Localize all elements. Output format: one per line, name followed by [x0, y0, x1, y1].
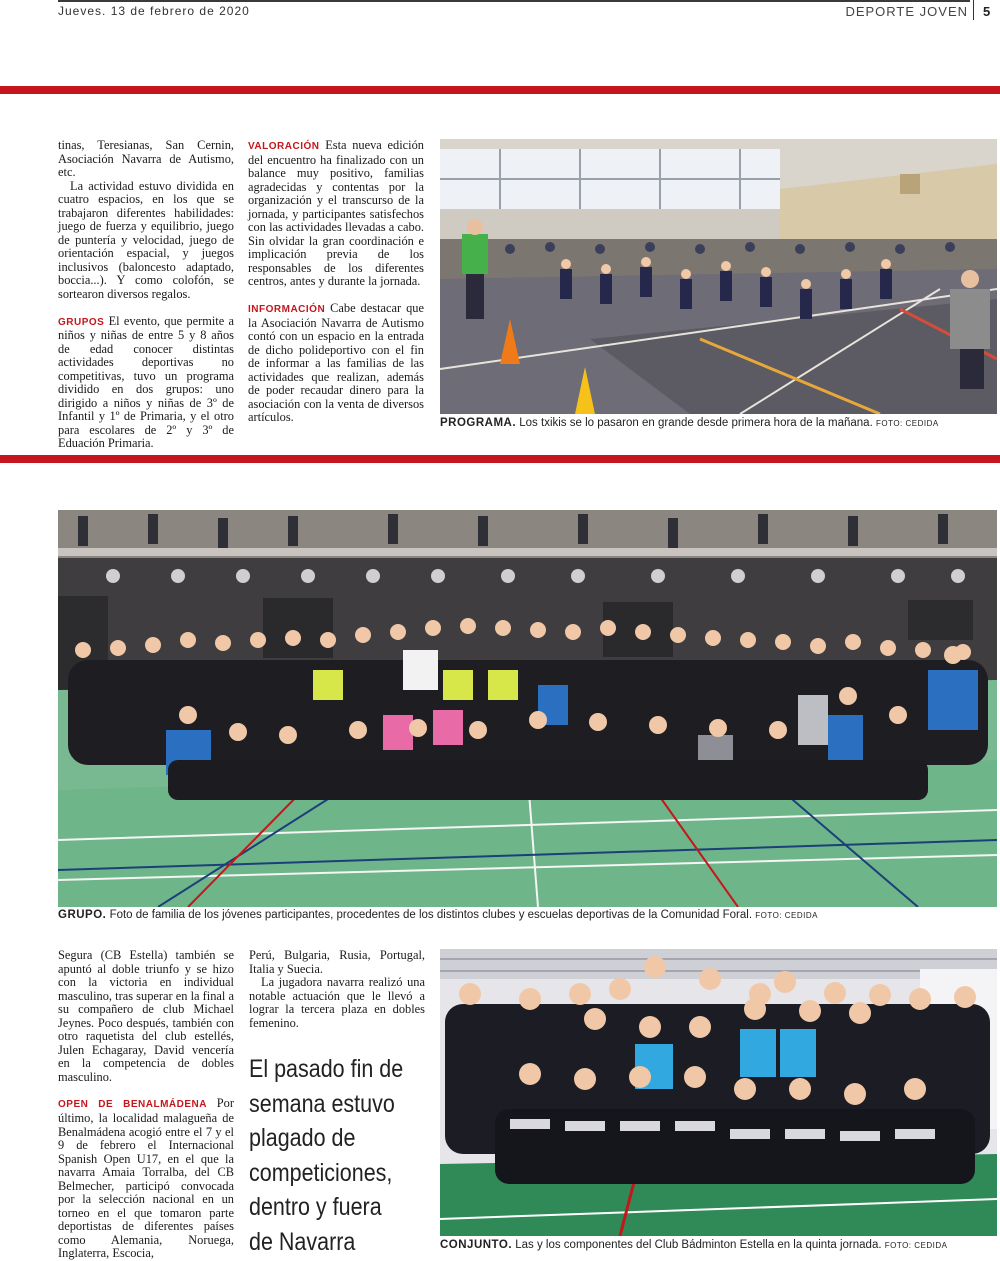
header-date: Jueves. 13 de febrero de 2020	[58, 4, 250, 18]
caption-conjunto	[440, 1239, 947, 1251]
caption-title: GRUPO.	[58, 909, 107, 921]
photo-credit: FOTO: CEDIDA	[755, 911, 818, 920]
header-section: DEPORTE JOVEN	[845, 4, 968, 19]
article-column-1	[58, 139, 234, 451]
caption-programa	[440, 417, 939, 429]
article-column-2	[248, 139, 424, 425]
paragraph-text: El evento, que permite a niños y niñas de entre 5 y 8 años de edad conocer distintas actividades deportivas no competitivas, tuvo un programa dividido en dos grupos: uno dirigido a niños y niñas de 3º de Infantil y 1º de Primaria, y el otro para escolares de 2º y 3º de Eduación Primaria.	[58, 313, 234, 451]
photo-conjunto	[440, 949, 997, 1236]
paragraph-text: Esta nueva edición del encuentro ha finalizado con un balance muy positivo, familias agradecidas y contentas por la organización y el transcurso de la jornada, y participantes satisfechos con las actividades llevadas a cabo. Sin olvidar la gran coordinación e implicación previa de los responsables de los diferentes centros, antes y durante la jornada.	[248, 138, 424, 289]
paragraph-keyword: OPEN DE BENALMÁDENA	[58, 1099, 207, 1111]
caption-title: CONJUNTO.	[440, 1239, 513, 1251]
paragraph: Segura (CB Estella) también se apuntó al doble triunfo y se hizo con la victoria en individual masculino, tras superar en la final a su compañero de club Michael Jeynes. Poco después, también con otro raquetista del club estellés, Julen Echagaray, David vencería en la competencia de dobles masculino.	[58, 948, 234, 1084]
paragraph-keyword: VALORACIÓN	[248, 141, 320, 152]
paragraph-text: Por último, la localidad malagueña de Benalmádena acogió entre el 7 y el 9 de febrero el Internacional Spanish Open U17, en el que la navarra Amaia Torralba, del CB Belmecher, participó convocada por la selección nacional en un torneo en el que tomaron parte deportistas de diferentes países como Alemania, Noruega, Inglaterra, Escocia,	[58, 1096, 234, 1261]
paragraph	[248, 139, 424, 289]
paragraph-text: Cabe destacar que la Asociación Navarra de Autismo contó con un espacio en la entrada de dicho polideportivo con el fin de informar a las familias de las actividades que realizan, además de poder recaudar dinero para la asociación con la venta de diversos artículos.	[248, 301, 424, 425]
article-column-4	[249, 949, 425, 1030]
photo-credit: FOTO: CEDIDA	[884, 1241, 948, 1250]
header-separator	[973, 0, 974, 20]
paragraph: tinas, Teresianas, San Cernin, Asociación Navarra de Autismo, etc.	[58, 138, 234, 180]
caption-text: Las y los componentes del Club Bádminton Estella en la quinta jornada.	[512, 1239, 885, 1251]
paragraph-keyword: INFORMACIÓN	[248, 304, 326, 316]
photo-credit: FOTO: CEDIDA	[875, 419, 939, 428]
paragraph	[58, 1097, 234, 1261]
paragraph: La jugadora navarra realizó una notable actuación que le llevó a lograr la tercera plaza en dobles femenino.	[249, 975, 425, 1030]
paragraph: La actividad estuvo dividida en cuatro espacios, en los que se trabajaron diferentes habilidades: juego de fuerza y equilibrio, juego de puntería y velocidad, juego de orientación espacial, y juegos inclusivos (baloncesto adaptado, boccia...). Y como colofón, se sortearon diversos regalos.	[58, 178, 234, 302]
photo-grupo	[58, 510, 997, 907]
header-rule	[58, 0, 970, 2]
paragraph	[248, 302, 424, 425]
section-divider-middle	[0, 455, 1000, 463]
paragraph-keyword: GRUPOS	[58, 316, 105, 328]
article-column-3	[58, 949, 234, 1261]
section-divider-top	[0, 86, 1000, 94]
photo-programa	[440, 139, 997, 414]
paragraph: Perú, Bulgaria, Rusia, Portugal, Italia y Suecia.	[249, 948, 425, 976]
page-number: 5	[983, 4, 991, 19]
pull-quote: El pasado fin de semana estuvo plagado de competiciones, dentro y fuera de Navarra	[249, 1055, 404, 1256]
caption-text: Foto de familia de los jóvenes participantes, procedentes de los distintos clubes y escuelas deportivas de la Comunidad Foral.	[106, 909, 756, 921]
caption-grupo	[58, 909, 818, 921]
caption-title: PROGRAMA.	[440, 417, 517, 429]
caption-text: Los txikis se lo pasaron en grande desde primera hora de la mañana.	[516, 417, 876, 429]
paragraph	[58, 315, 234, 451]
